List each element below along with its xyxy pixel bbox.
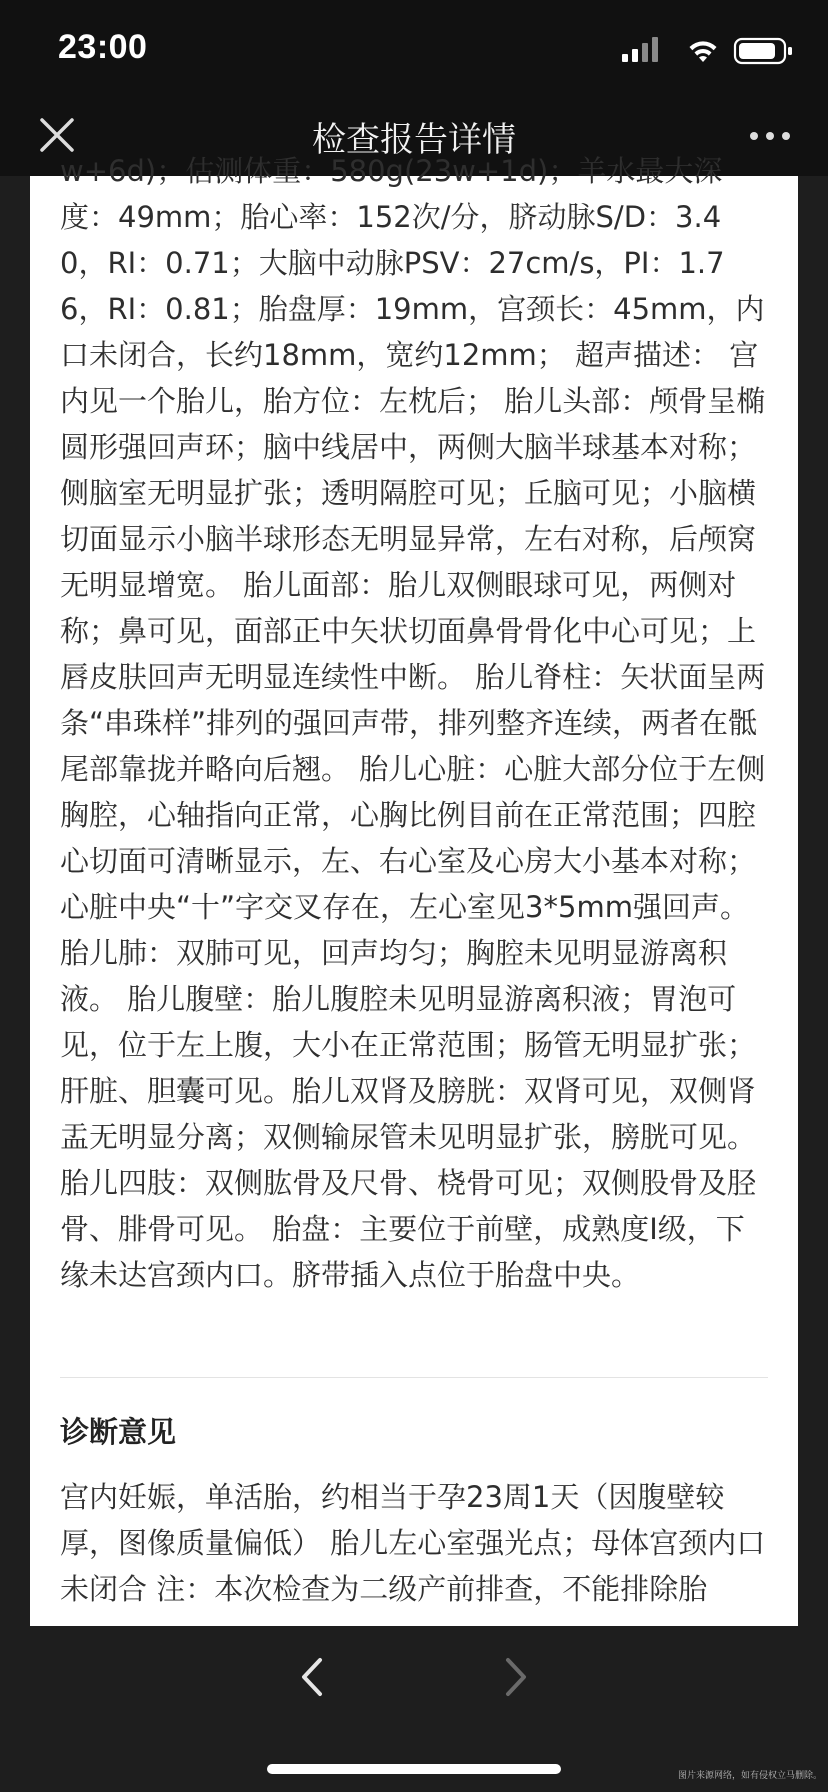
report-scroll-area[interactable] <box>0 154 828 1626</box>
chevron-left-icon[interactable] <box>292 1652 332 1702</box>
page-title: 检查报告详情 <box>312 120 516 160</box>
diagnosis-title: 诊断意见 <box>60 1415 177 1449</box>
section-divider <box>60 1377 768 1378</box>
more-options-icon[interactable] <box>748 126 792 146</box>
bottom-toolbar <box>0 1626 828 1792</box>
home-indicator[interactable] <box>267 1764 561 1774</box>
status-icons <box>622 34 798 66</box>
status-time: 23:00 <box>58 28 148 66</box>
report-description-text: w+6d)；估测体重：580g(23w+1d)；羊水最大深度：49mm；胎心率：152次/分，脐动脉S/D：3.40，RI：0.71；大脑中动脉PSV：27cm/s，PI：1.76，RI：0.81；胎盘厚：19mm，宫颈长：45mm，内口未闭合，长约18mm，宽约12mm； 超声描述： 宫内见一个胎儿，胎方位：左枕后； 胎儿头部：颅骨呈椭圆形强回声环；脑中线居中，两侧大脑半球基本对称；侧脑室无明显扩张；透明隔腔可见；丘脑可见；小脑横切面显示小脑半球形态无明显异常，左右对称，后颅窝无明显增宽。 胎儿面部：胎儿双侧眼球可见，两侧对称；鼻可见，面部正中矢状切面鼻骨骨化中心可见；上唇皮肤回声无明显连续性中断。 胎儿脊柱：矢状面呈两条“串珠样”排列的强回声带，排列整齐连续，两者在骶尾部靠拢并略向后翘。 胎儿心脏：心脏大部分位于左侧胸腔，心轴指向正常，心胸比例目前在正常范围；四腔心切面可清晰显示，左、右心室及心房大小基本对称；心脏中央“十”字交叉存在，左心室见3*5mm强回声。胎儿肺：双肺可见，回声均匀；胸腔未见明显游离积液。 胎儿腹壁：胎儿腹腔未见明显游离积液；胃泡可见，位于左上腹，大小在正常范围；肠管无明显扩张；肝脏、胆囊可见。胎儿双肾及膀胱：双肾可见，双侧肾盂无明显分离；双侧输尿管未见明显扩张，膀胱可见。 胎儿四肢：双侧肱骨及尺骨、桡骨可见；双侧股骨及胫骨、腓骨可见。 胎盘：主要位于前壁，成熟度I级，下缘未达宫颈内口。脐带插入点位于胎盘中央。 <box>60 154 766 1292</box>
watermark-text: 图片来源网络，如有侵权立马删除。 <box>677 1771 822 1781</box>
diagnosis-text: 宫内妊娠，单活胎，约相当于孕23周1天（因腹壁较厚，图像质量偏低） 胎儿左心室强光点；母体宫颈内口未闭合 注：本次检查为二级产前排查，不能排除胎 <box>60 1480 766 1606</box>
battery-icon <box>735 39 792 63</box>
chevron-right-icon <box>496 1652 536 1702</box>
cellular-signal-icon <box>622 37 658 62</box>
status-bar <box>0 0 828 96</box>
wifi-icon <box>690 41 717 62</box>
report-card <box>30 154 798 1626</box>
